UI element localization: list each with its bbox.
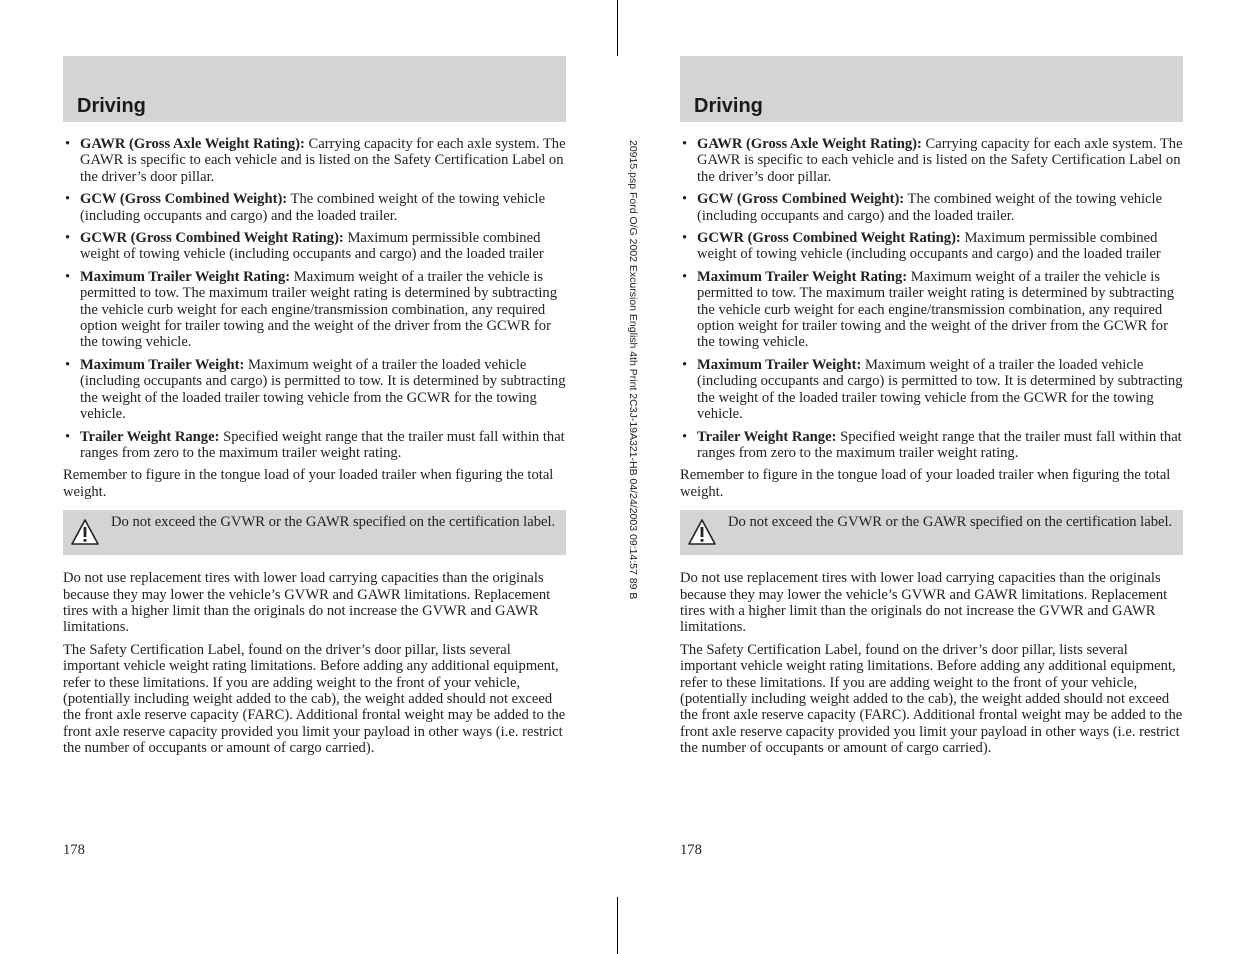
page-left [63, 56, 566, 858]
definition: Maximum weight of a trailer the loaded vehicle (including occupants and cargo) is permitted to tow. It is determined by subtracting the weight of the loaded trailer towing vehicle from the GCWR for the towing vehicle. [80, 356, 566, 423]
tongue-load-paragraph: Remember to figure in the tongue load of your loaded trailer when figuring the total weight. [63, 467, 554, 500]
list-item [680, 136, 1183, 185]
definition: Maximum permissible combined weight of towing vehicle (including occupants and cargo) and the loaded trailer [697, 230, 1161, 263]
warning-text: Do not exceed the GVWR or the GAWR specified on the certification label. [728, 514, 1173, 531]
list-item [63, 429, 566, 462]
section-header [680, 56, 1183, 122]
page-number: 178 [63, 842, 85, 858]
warning-text: Do not exceed the GVWR or the GAWR specified on the certification label. [111, 514, 556, 531]
term: Maximum Trailer Weight: [80, 356, 245, 373]
definition: Maximum permissible combined weight of towing vehicle (including occupants and cargo) and the loaded trailer [80, 230, 544, 263]
term: Trailer Weight Range: [80, 428, 220, 445]
term: GAWR (Gross Axle Weight Rating): [80, 136, 305, 152]
definition: The combined weight of the towing vehicle (including occupants and cargo) and the loaded trailer. [80, 191, 546, 224]
certification-label-paragraph: The Safety Certification Label, found on the driver’s door pillar, lists several important vehicle weight rating limitations. Before adding any additional equipment, refer to these limitations. If you are adding weight to the front of your vehicle, (potentially including weight added to the cab), the weight added should not exceed the front axle reserve capacity (FARC). Additional frontal weight may be added to the front axle reserve capacity provided you limit your payload in other ways (i.e. restrict the number of occupants or amount of cargo carried). [680, 641, 1183, 757]
list-item [63, 230, 566, 263]
crop-mark-bottom [617, 897, 618, 954]
definition: Specified weight range that the trailer must fall within that ranges from zero to the maximum trailer weight rating. [697, 428, 1182, 461]
warning-box [680, 510, 1183, 555]
list-item [63, 269, 566, 351]
term: Trailer Weight Range: [697, 428, 837, 445]
term: GCW (Gross Combined Weight): [80, 191, 288, 208]
term: Maximum Trailer Weight Rating: [697, 268, 908, 285]
page-right [680, 56, 1183, 858]
term: Maximum Trailer Weight Rating: [80, 268, 291, 285]
definition: Maximum weight of a trailer the loaded vehicle (including occupants and cargo) is permitted to tow. It is determined by subtracting the weight of the loaded trailer towing vehicle from the GCWR for the towing vehicle. [697, 356, 1183, 423]
term: GCWR (Gross Combined Weight Rating): [697, 230, 961, 247]
replacement-tires-paragraph: Do not use replacement tires with lower load carrying capacities than the originals because they may lower the vehicle’s GVWR and GAWR limitations. Replacement tires with a higher limit than the originals do not increase the GVWR and GAWR limitations. [680, 570, 1168, 636]
definition: Carrying capacity for each axle system. The GAWR is specific to each vehicle and is listed on the Safety Certification Label on the driver’s door pillar. [80, 136, 566, 185]
list-item [680, 191, 1183, 224]
definition: Maximum weight of a trailer the vehicle is permitted to tow. The maximum trailer weight rating is determined by subtracting the vehicle curb weight for each engine/transmission combination, any required option weight for trailer towing and the weight of the driver from the GCWR for the towing vehicle. [697, 268, 1175, 351]
warning-triangle-icon [687, 518, 717, 546]
warning-triangle-icon [70, 518, 100, 546]
definition-list [63, 136, 566, 461]
tongue-load-paragraph: Remember to figure in the tongue load of your loaded trailer when figuring the total weight. [680, 467, 1171, 500]
print-slug: 20915.psp Ford O/G 2002 Excursion English 4th Print 2C3J-19A321-HB 04/24/2003 09:14:57 89 B [627, 140, 639, 600]
definition: Maximum weight of a trailer the vehicle is permitted to tow. The maximum trailer weight rating is determined by subtracting the vehicle curb weight for each engine/transmission combination, any required option weight for trailer towing and the weight of the driver from the GCWR for the towing vehicle. [80, 268, 558, 351]
definition: Specified weight range that the trailer must fall within that ranges from zero to the maximum trailer weight rating. [80, 428, 565, 461]
page-number: 178 [680, 842, 702, 858]
definition: Carrying capacity for each axle system. The GAWR is specific to each vehicle and is listed on the Safety Certification Label on the driver’s door pillar. [697, 136, 1183, 185]
section-title: Driving [77, 95, 146, 117]
definition-list [680, 136, 1183, 461]
list-item [680, 269, 1183, 351]
term: Maximum Trailer Weight: [697, 356, 862, 373]
list-item [680, 230, 1183, 263]
list-item [63, 191, 566, 224]
term: GCW (Gross Combined Weight): [697, 191, 905, 208]
section-title: Driving [694, 95, 763, 117]
section-header [63, 56, 566, 122]
list-item [680, 357, 1183, 423]
definition: The combined weight of the towing vehicle (including occupants and cargo) and the loaded trailer. [697, 191, 1163, 224]
term: GAWR (Gross Axle Weight Rating): [697, 136, 922, 152]
list-item [63, 136, 566, 185]
term: GCWR (Gross Combined Weight Rating): [80, 230, 344, 247]
replacement-tires-paragraph: Do not use replacement tires with lower load carrying capacities than the originals because they may lower the vehicle’s GVWR and GAWR limitations. Replacement tires with a higher limit than the originals do not increase the GVWR and GAWR limitations. [63, 570, 551, 636]
crop-mark-top [617, 0, 618, 56]
certification-label-paragraph: The Safety Certification Label, found on the driver’s door pillar, lists several important vehicle weight rating limitations. Before adding any additional equipment, refer to these limitations. If you are adding weight to the front of your vehicle, (potentially including weight added to the cab), the weight added should not exceed the front axle reserve capacity (FARC). Additional frontal weight may be added to the front axle reserve capacity provided you limit your payload in other ways (i.e. restrict the number of occupants or amount of cargo carried). [63, 641, 566, 757]
list-item [63, 357, 566, 423]
list-item [680, 429, 1183, 462]
warning-box [63, 510, 566, 555]
